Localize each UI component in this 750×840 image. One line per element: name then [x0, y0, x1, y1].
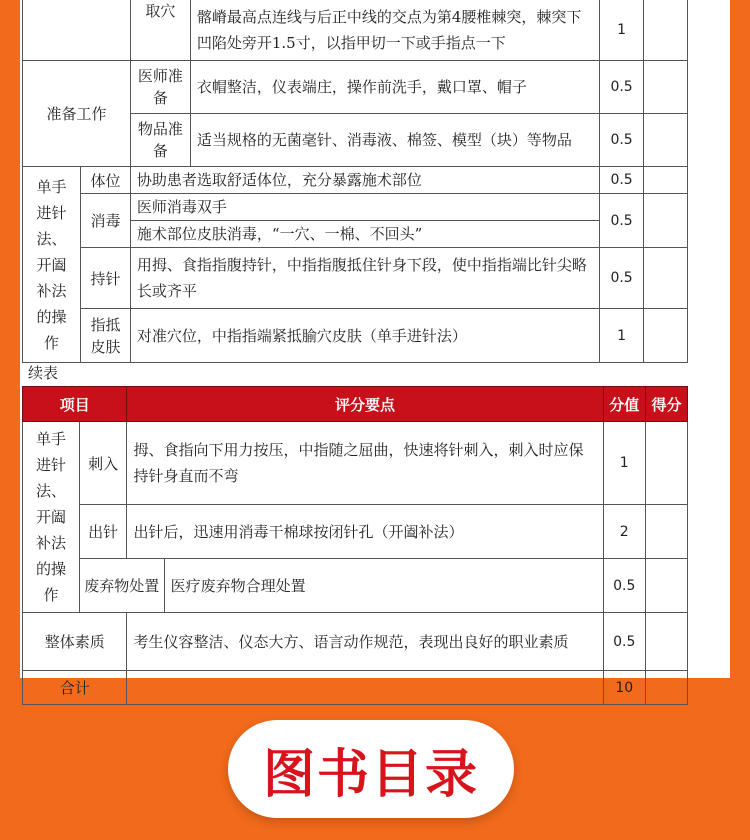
- category-label: 单手进针法、开阖补法的操作: [23, 167, 81, 363]
- sub-item-label: 持针: [80, 248, 130, 309]
- sub-item-label: 物品准备: [130, 114, 190, 167]
- score-input-cell: [644, 114, 688, 167]
- continued-label: 续表: [28, 364, 59, 382]
- scoring-point: 协助患者选取舒适体位，充分暴露施术部位: [130, 167, 599, 194]
- score-value: 0.5: [600, 61, 644, 114]
- score-input-cell: [644, 61, 688, 114]
- score-input-cell: [644, 167, 688, 194]
- sub-item-label: 体位: [80, 167, 130, 194]
- table-row: [23, 671, 688, 705]
- scoring-point: 医疗废弃物合理处置: [164, 559, 603, 613]
- category-label: 整体素质: [23, 613, 127, 671]
- sub-item-label: 废弃物处置: [79, 559, 164, 613]
- scoring-point: 医师消毒双手: [130, 194, 599, 221]
- table-row: [23, 559, 688, 613]
- score-value: 0.5: [600, 167, 644, 194]
- header-got: 得分: [646, 387, 688, 422]
- score-value: 0.5: [603, 559, 645, 613]
- scoring-point: 施术部位皮肤消毒，“一穴、一棉、不回头”: [130, 221, 599, 248]
- table-of-contents-button[interactable]: [228, 720, 514, 818]
- score-value: 1: [600, 0, 644, 61]
- score-value: 1: [603, 422, 645, 505]
- header-item: 项目: [23, 387, 127, 422]
- table-row: [23, 0, 688, 61]
- score-input-cell: [644, 309, 688, 363]
- scoring-table-part2: [22, 386, 688, 705]
- score-value: 2: [603, 505, 645, 559]
- sub-item-label: 出针: [79, 505, 127, 559]
- table-row: [23, 61, 688, 114]
- score-value: 1: [600, 309, 644, 363]
- category-label: 单手进针法、开阖补法的操作: [23, 422, 80, 613]
- table-row: [23, 505, 688, 559]
- score-input-cell: [644, 194, 688, 248]
- sub-item-label: 取穴: [130, 0, 190, 61]
- sub-item-label: 刺入: [79, 422, 127, 505]
- score-input-cell: [646, 505, 688, 559]
- scoring-point: 考生仪容整洁、仪态大方、语言动作规范，表现出良好的职业素质: [127, 613, 603, 671]
- score-input-cell: [646, 613, 688, 671]
- scoring-point: 衣帽整洁，仪表端庄，操作前洗手，戴口罩、帽子: [190, 61, 599, 114]
- score-input-cell: [644, 248, 688, 309]
- table-row: [23, 194, 688, 221]
- sub-item-label: 医师准备: [130, 61, 190, 114]
- scoring-point: 对准穴位，中指指端紧抵腧穴皮肤（单手进针法）: [130, 309, 599, 363]
- table-row: [23, 248, 688, 309]
- toc-button-label: 图书目录: [262, 744, 479, 805]
- table-row: [23, 309, 688, 363]
- score-value: 0.5: [603, 613, 645, 671]
- score-input-cell: [644, 0, 688, 61]
- scoring-point: 用拇、食指指腹持针，中指指腹抵住针身下段，使中指指端比针尖略长或齐平: [130, 248, 599, 309]
- scoring-point: 髂嵴最高点连线与后正中线的交点为第4腰椎棘突，棘突下凹陷处旁开1.5寸，以指甲切一下或手指点一下: [190, 0, 599, 61]
- scoring-table-part1: [22, 0, 688, 363]
- header-points: 评分要点: [127, 387, 603, 422]
- score-input-cell: [646, 671, 688, 705]
- total-label: 合计: [23, 671, 127, 705]
- score-value: 0.5: [600, 194, 644, 248]
- scoring-point: 拇、食指向下用力按压，中指随之屈曲，快速将针刺入，刺入时应保持针身直而不弯: [127, 422, 603, 505]
- scoring-point: 适当规格的无菌毫针、消毒液、棉签、模型（块）等物品: [190, 114, 599, 167]
- score-value: 0.5: [600, 248, 644, 309]
- total-score: 10: [603, 671, 645, 705]
- header-value: 分值: [603, 387, 645, 422]
- scoring-point: 出针后，迅速用消毒干棉球按闭针孔（开阖补法）: [127, 505, 603, 559]
- table-row: [23, 167, 688, 194]
- sub-item-label: 指抵皮肤: [80, 309, 130, 363]
- table-header-row: [23, 387, 688, 422]
- score-input-cell: [646, 559, 688, 613]
- table-row: [23, 422, 688, 505]
- score-value: 0.5: [600, 114, 644, 167]
- score-input-cell: [646, 422, 688, 505]
- table-row: [23, 613, 688, 671]
- category-label: 准备工作: [23, 61, 131, 167]
- sub-item-label: 消毒: [80, 194, 130, 248]
